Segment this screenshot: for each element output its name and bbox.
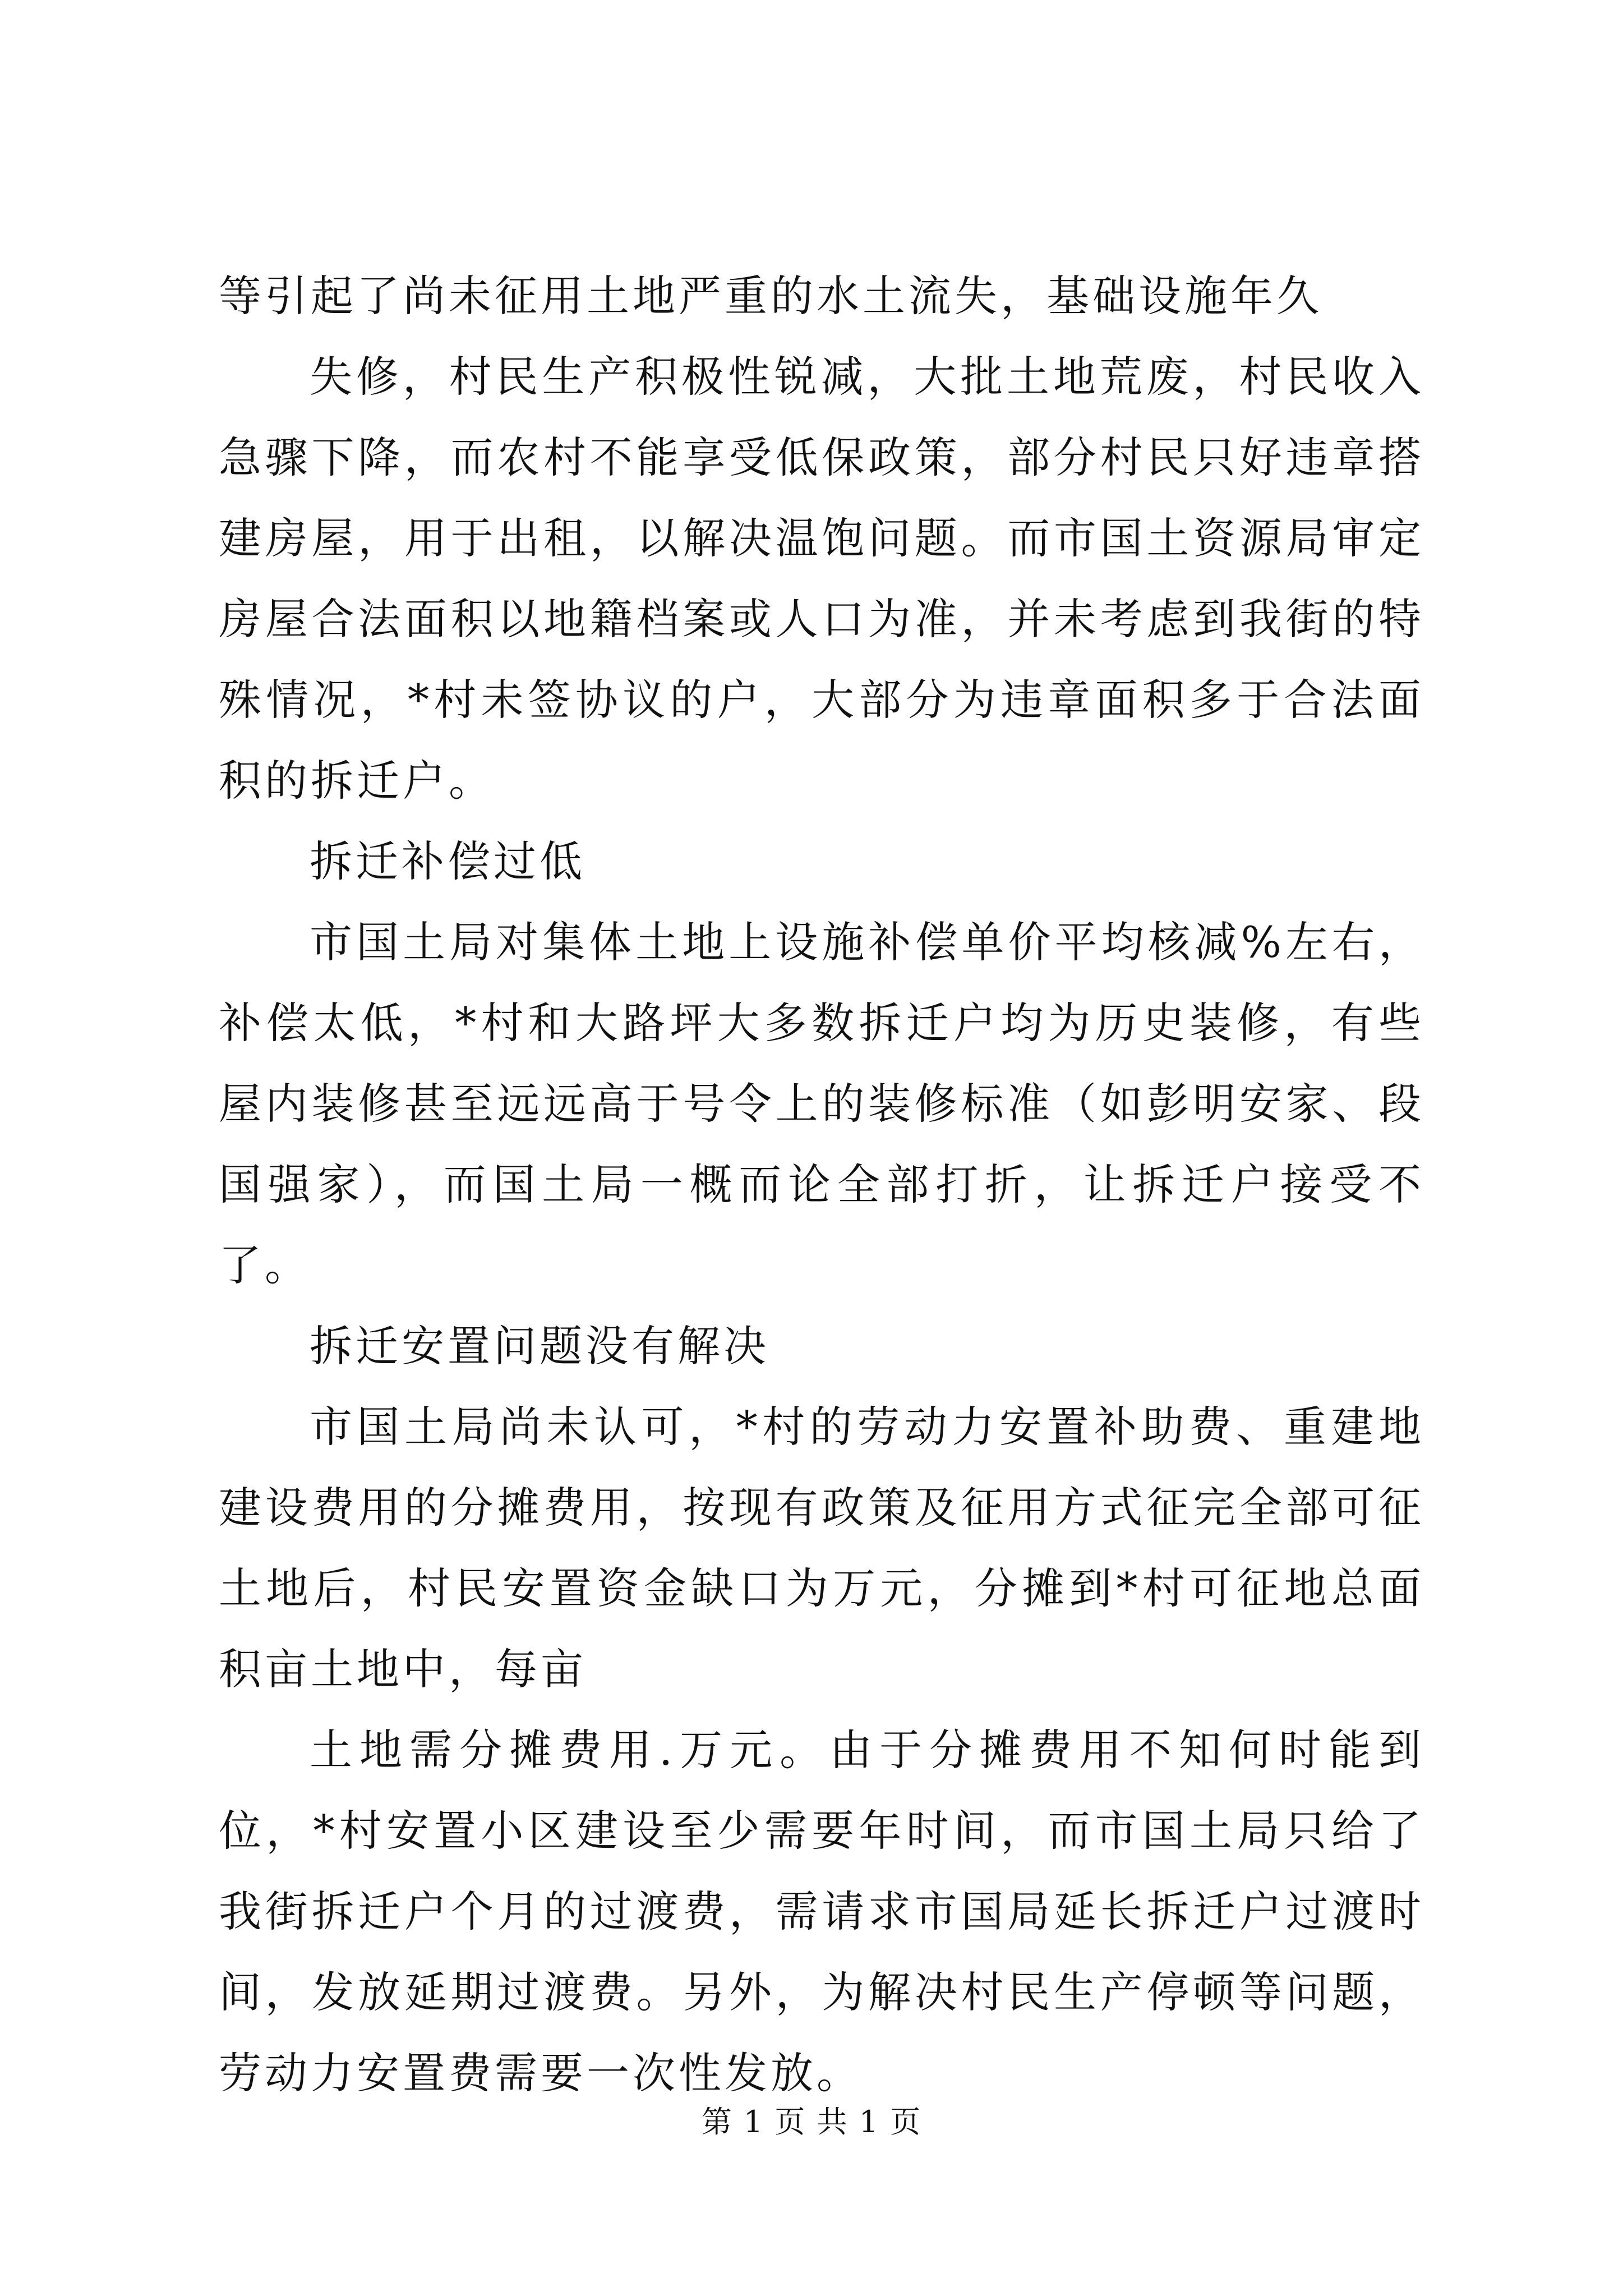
document-body — [219, 256, 1424, 2114]
paragraph-5: 土地需分摊费用.万元。由于分摊费用不知何时能到位，*村安置小区建设至少需要年时间，而市国土局只给了我街拆迁户个月的过渡费，需请求市国局延长拆迁户过渡时间，发放延期过渡费。另外，为解决村民生产停顿等问题，劳动力安置费需要一次性发放。 — [219, 1725, 1424, 2098]
paragraph-4: 市国土局尚未认可，*村的劳动力安置补助费、重建地建设费用的分摊费用，按现有政策及征用方式征完全部可征土地后，村民安置资金缺口为万元，分摊到*村可征地总面积亩土地中，每亩 — [219, 1402, 1424, 1694]
section-heading-resettlement: 拆迁安置问题没有解决 — [310, 1321, 769, 1371]
paragraph-2: 失修，村民生产积极性锐减，大批土地荒废，村民收入急骤下降，而农村不能享受低保政策，部分村民只好违章搭建房屋，用于出租，以解决温饱问题。而市国土资源局审定房屋合法面积以地籍档案或人口为准，并未考虑到我街的特殊情况，*村未签协议的户，大部分为违章面积多于合法面积的拆迁户。 — [219, 352, 1424, 806]
page-number: 第 1 页 共 1 页 — [701, 2104, 922, 2139]
page-footer — [0, 2102, 1623, 2142]
section-heading-compensation: 拆迁补偿过低 — [310, 836, 585, 886]
paragraph-3: 市国土局对集体土地上设施补偿单价平均核减%左右，补偿太低，*村和大路坪大多数拆迁户均为历史装修，有些屋内装修甚至远远高于号令上的装修标准（如彭明安家、段国强家），而国土局一概而论全部打折，让拆迁户接受不了。 — [219, 917, 1424, 1290]
paragraph-1: 等引起了尚未征用土地严重的水土流失，基础设施年久 — [219, 271, 1322, 321]
